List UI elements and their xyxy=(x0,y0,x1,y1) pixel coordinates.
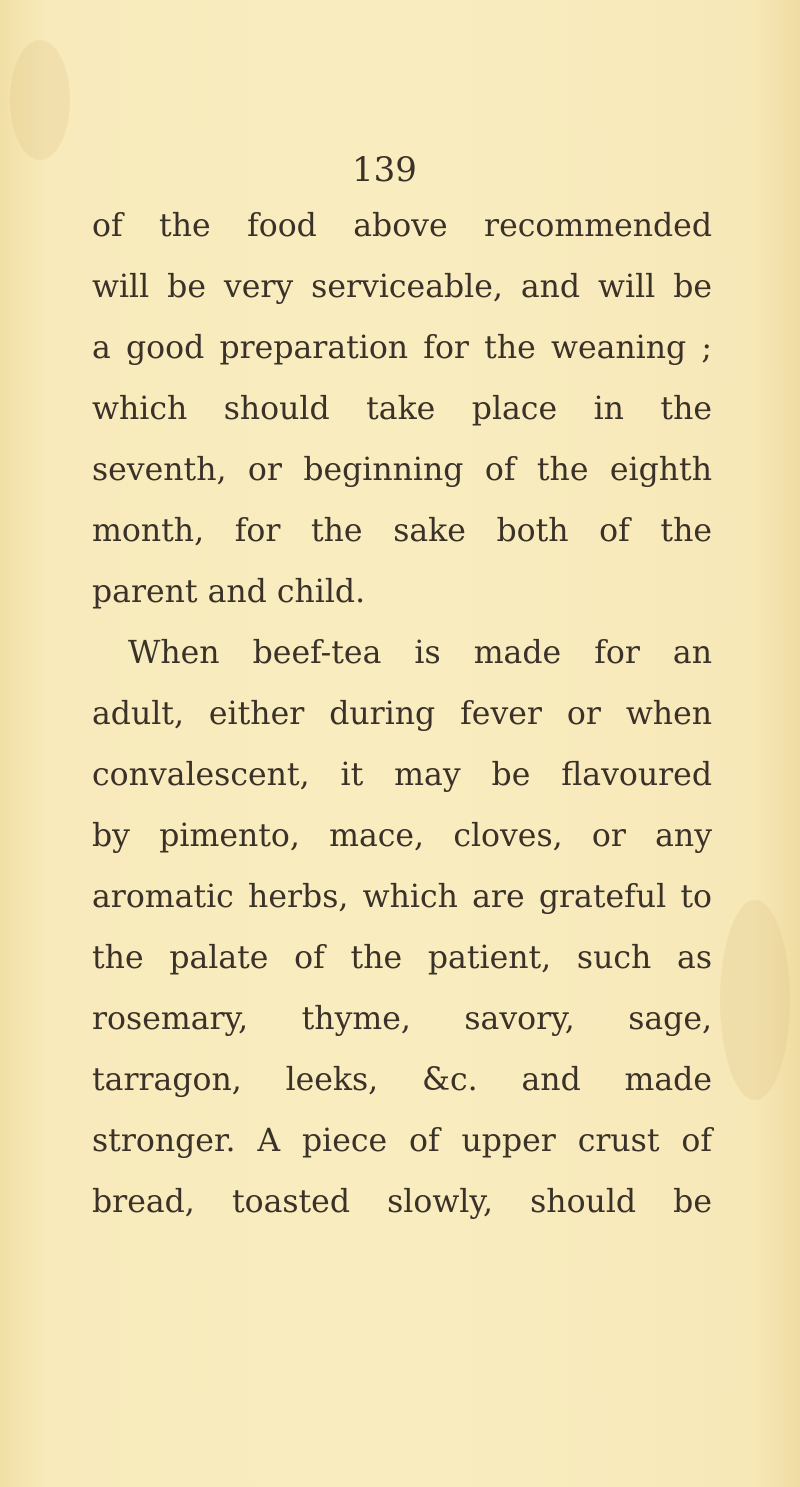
text-line: will be very serviceable, and will be xyxy=(92,269,712,305)
page-number: 139 xyxy=(352,150,417,190)
text-line: convalescent, it may be flavoured xyxy=(92,757,712,793)
text-line: the palate of the patient, such as xyxy=(92,940,712,976)
text-line: tarragon, leeks, &c. and made xyxy=(92,1062,712,1098)
text-line: stronger. A piece of upper crust of xyxy=(92,1123,712,1159)
text-line: rosemary, thyme, savory, sage, xyxy=(92,1001,712,1037)
body-text xyxy=(92,196,712,1233)
text-line: which should take place in the xyxy=(92,391,712,427)
text-line: a good preparation for the weaning ; xyxy=(92,330,712,366)
text-line: aromatic herbs, which are grateful to xyxy=(92,879,712,915)
text-line: of the food above recommended xyxy=(92,208,712,244)
text-line: bread, toasted slowly, should be xyxy=(92,1184,712,1220)
text-line: parent and child. xyxy=(92,574,366,610)
text-line: month, for the sake both of the xyxy=(92,513,712,549)
paper-stain xyxy=(10,40,70,160)
text-line: adult, either during fever or when xyxy=(92,696,712,732)
text-line: by pimento, mace, cloves, or any xyxy=(92,818,712,854)
text-line: When beef-tea is made for an xyxy=(128,635,712,671)
text-line: seventh, or beginning of the eighth xyxy=(92,452,712,488)
paper-stain xyxy=(720,900,790,1100)
